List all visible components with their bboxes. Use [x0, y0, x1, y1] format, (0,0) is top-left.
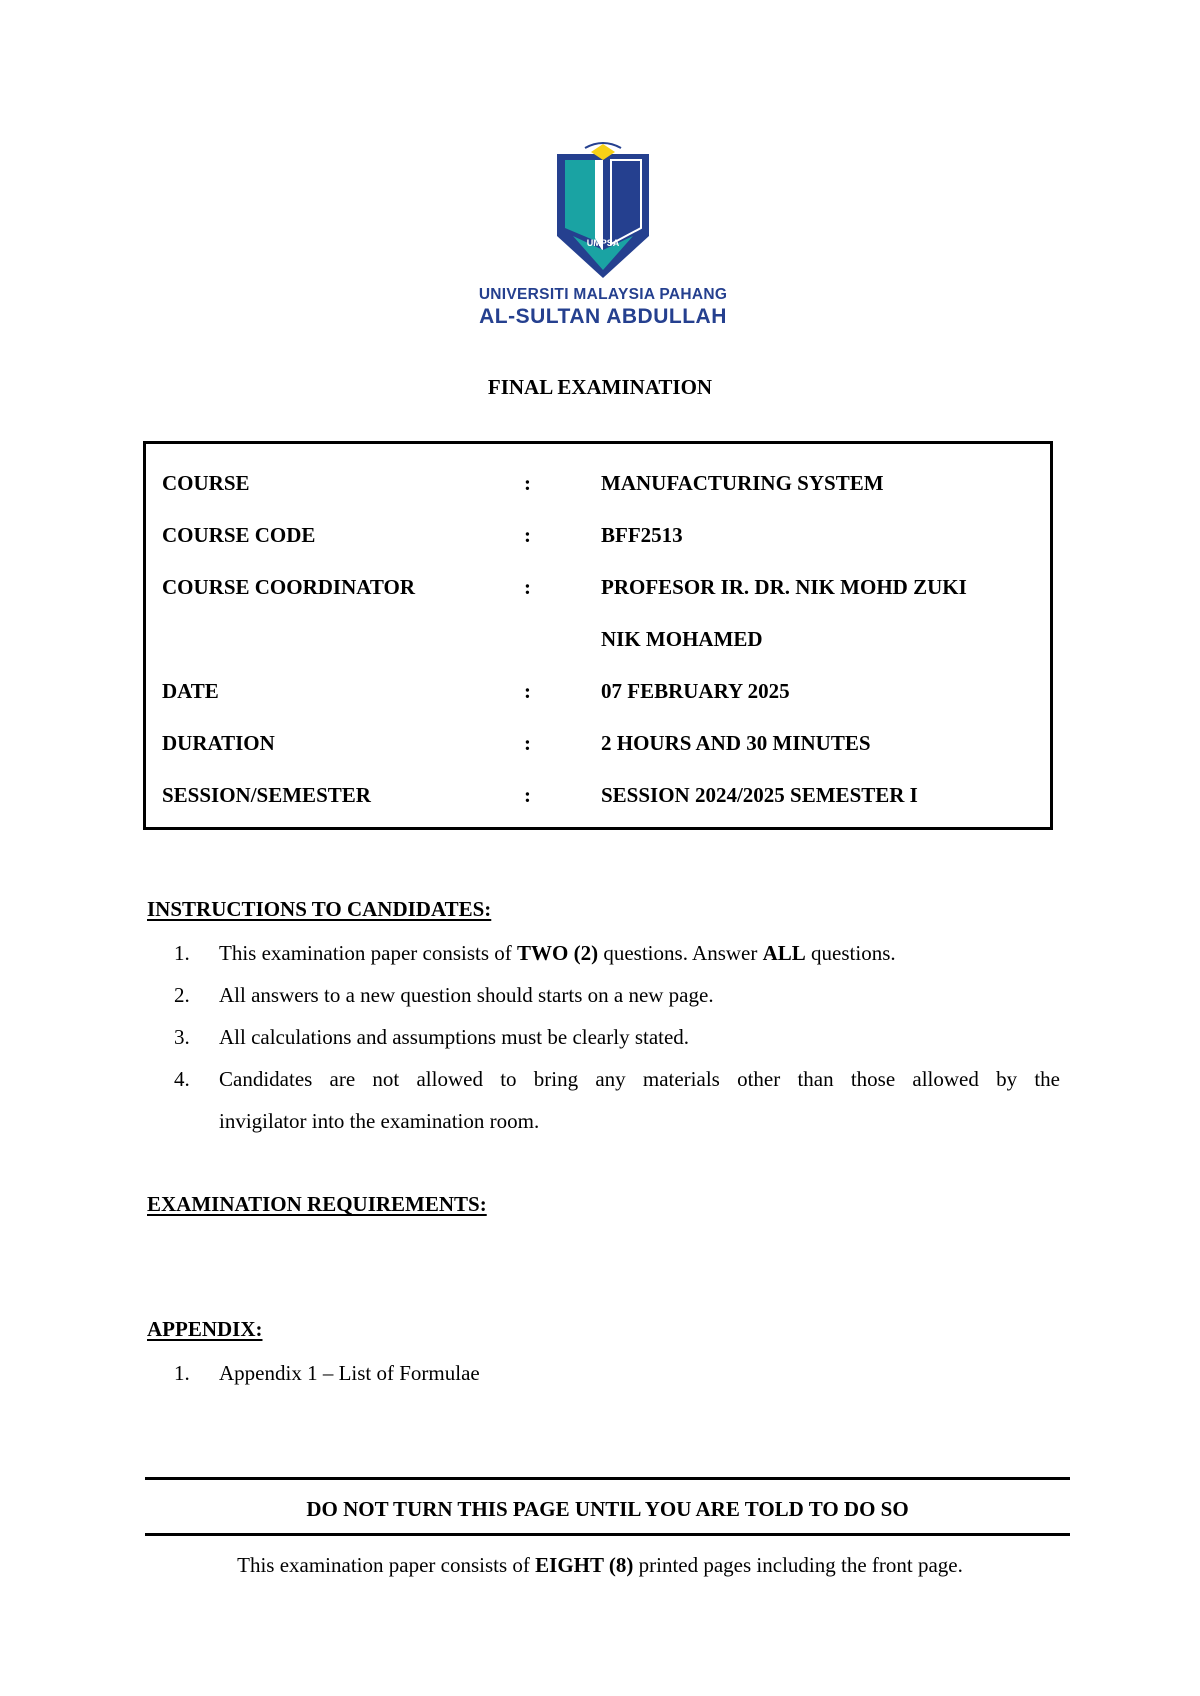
info-value-continued: NIK MOHAMED: [601, 627, 763, 651]
list-number: 4.: [174, 1067, 190, 1091]
instruction-emphasis: ALL: [762, 941, 806, 965]
info-value: MANUFACTURING SYSTEM: [601, 471, 884, 495]
info-value: 07 FEBRUARY 2025: [601, 679, 790, 703]
info-separator: :: [524, 523, 531, 547]
info-label: DURATION: [162, 731, 275, 755]
info-separator: :: [524, 731, 531, 755]
info-value: 2 HOURS AND 30 MINUTES: [601, 731, 871, 755]
info-separator: :: [524, 783, 531, 807]
requirements-heading: EXAMINATION REQUIREMENTS:: [147, 1192, 487, 1216]
appendix-heading: APPENDIX:: [147, 1317, 263, 1341]
info-row-date: [146, 679, 1050, 709]
bottom-rule: [145, 1533, 1070, 1536]
list-item: [147, 1352, 1060, 1394]
list-number: 3.: [174, 1025, 190, 1049]
footer-emphasis: EIGHT (8): [535, 1553, 634, 1577]
info-value: PROFESOR IR. DR. NIK MOHD ZUKI: [601, 575, 967, 599]
list-item: [147, 1058, 1060, 1142]
info-separator: :: [524, 575, 531, 599]
info-row-course: [146, 471, 1050, 501]
list-number: 1.: [174, 941, 190, 965]
list-item: [147, 974, 1060, 1016]
info-row-course-coordinator-cont: [146, 627, 1050, 657]
instruction-emphasis: TWO (2): [517, 941, 599, 965]
instruction-text: This examination paper consists of: [219, 941, 518, 965]
instructions-heading: INSTRUCTIONS TO CANDIDATES:: [147, 897, 492, 921]
info-row-duration: [146, 731, 1050, 761]
instruction-text: questions.: [805, 941, 896, 965]
info-value: BFF2513: [601, 523, 683, 547]
instruction-text: invigilator into the examination room.: [219, 1109, 540, 1133]
info-row-course-code: [146, 523, 1050, 553]
list-item: [147, 932, 1060, 974]
university-logo: [463, 140, 743, 340]
course-info-box: [143, 441, 1053, 830]
info-row-session-semester: [146, 783, 1050, 813]
page-title: FINAL EXAMINATION: [487, 375, 713, 399]
footer-text: printed pages including the front page.: [633, 1553, 963, 1577]
do-not-turn-notice: DO NOT TURN THIS PAGE UNTIL YOU ARE TOLD TO DO SO: [306, 1497, 909, 1521]
instruction-text: All calculations and assumptions must be clearly stated.: [219, 1025, 690, 1049]
list-number: 2.: [174, 983, 190, 1007]
info-value: SESSION 2024/2025 SEMESTER I: [601, 783, 918, 807]
info-label: DATE: [162, 679, 219, 703]
instruction-text: questions. Answer: [598, 941, 763, 965]
instructions-list: [147, 932, 1060, 1142]
info-label: COURSE CODE: [162, 523, 316, 547]
info-label: COURSE COORDINATOR: [162, 575, 416, 599]
info-separator: :: [524, 471, 531, 495]
info-row-course-coordinator: [146, 575, 1050, 605]
list-item: [147, 1016, 1060, 1058]
instruction-text: Candidates are not allowed to bring any materials other than those allowed by the: [219, 1067, 1060, 1091]
page-count-note: [0, 1553, 1200, 1578]
university-name-line2: AL-SULTAN ABDULLAH: [479, 305, 727, 328]
info-separator: :: [524, 679, 531, 703]
list-number: 1.: [174, 1361, 190, 1385]
instruction-text: All answers to a new question should starts on a new page.: [219, 983, 714, 1007]
university-name-line1: UNIVERSITI MALAYSIA PAHANG: [478, 286, 728, 303]
info-label: COURSE: [162, 471, 250, 495]
university-crest-icon: [555, 140, 651, 280]
appendix-text: Appendix 1 – List of Formulae: [219, 1361, 480, 1385]
appendix-list: [147, 1352, 1060, 1394]
top-rule: [145, 1477, 1070, 1480]
footer-text: This examination paper consists of: [237, 1553, 536, 1577]
info-label: SESSION/SEMESTER: [162, 783, 371, 807]
crest-text: UMPSA: [586, 238, 620, 248]
